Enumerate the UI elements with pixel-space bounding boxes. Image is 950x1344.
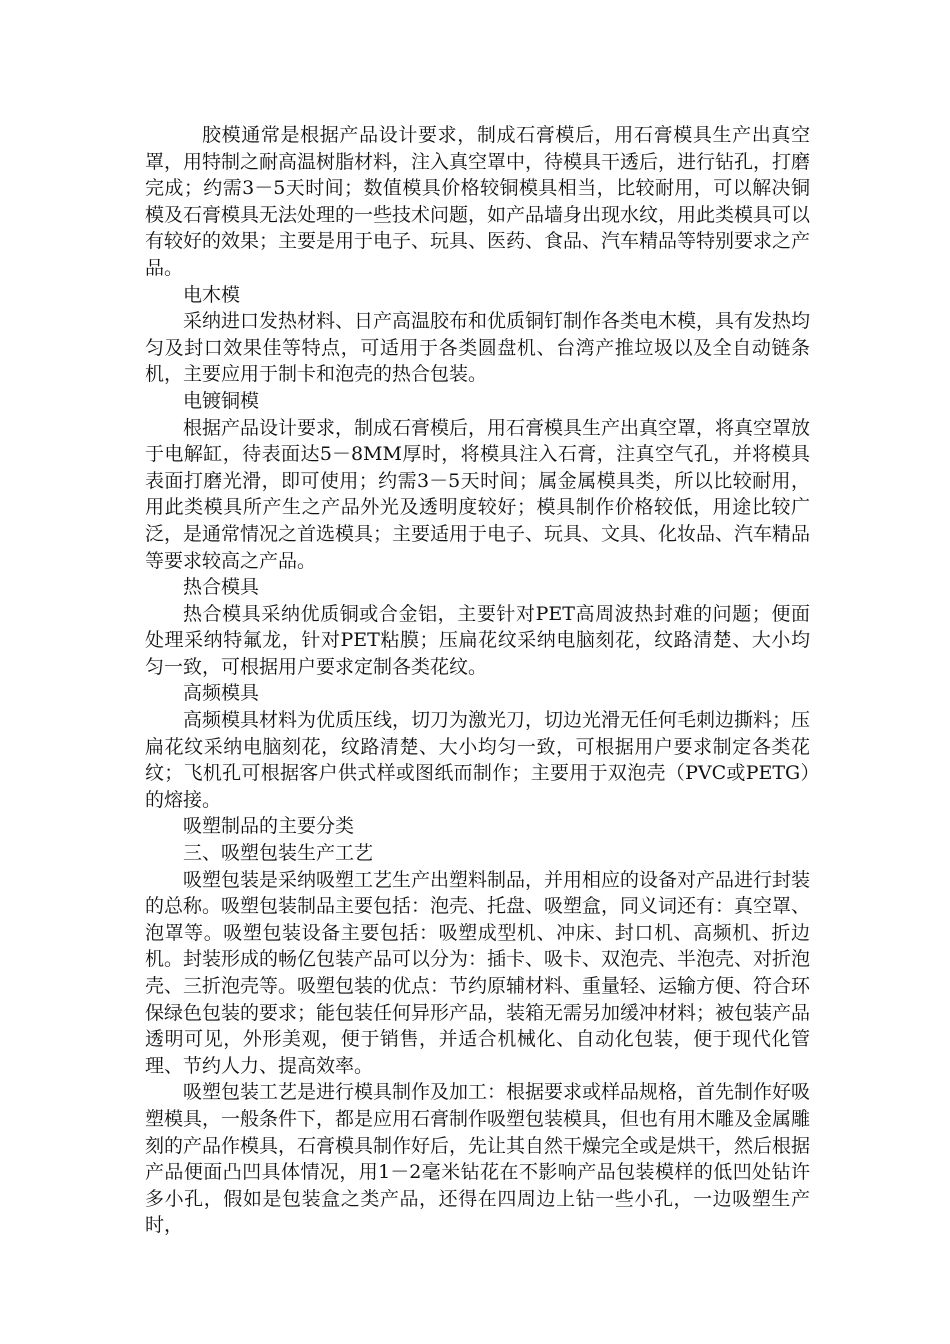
paragraph-intro: 胶模通常是根据产品设计要求，制成石膏模后，用石膏模具生产出真空罩，用特制之耐高温树脂材料，注入真空罩中，待模具干透后，进行钻孔，打磨完成；约需3－5天时间；数值模具价格较铜模具相当，比较耐用，可以解决铜模及石膏模具无法处理的一些技术问题，如产品墙身出现水纹，用此类模具可以有较好的效果；主要是用于电子、玩具、医药、食品、汽车精品等特别要求之产品。 xyxy=(145,124,811,279)
paragraph-heat-seal-mold: 热合模具采纳优质铜或合金铝，主要针对PET高周波热封难的问题；便面处理采纳特氟龙，针对PET粘膜；压扁花纹采纳电脑刻花，纹路清楚、大小均匀一致，可根据用户要求定制各类花纹。 xyxy=(145,602,810,678)
heading-heat-seal-mold: 热合模具 xyxy=(183,576,260,599)
heading-electroplated-copper-mold: 电镀铜模 xyxy=(183,389,260,412)
paragraph-blister-process: 吸塑包装工艺是进行模具制作及加工：根据要求或样品规格，首先制作好吸塑模具，一般条件下，都是应用石膏制作吸塑包装模具，但也有用木雕及金属雕刻的产品作模具，石膏模具制作好后，先让其自然干燥完全或是烘干，然后根据产品便面凸凹具体情况，用1－2毫米钻花在不影响产品包装模样的低凹处钻许多小孔，假如是包装盒之类产品，还得在四周边上钻一些小孔，一边吸塑生产时， xyxy=(145,1081,811,1237)
heading-bakelite-mold: 电木模 xyxy=(183,283,241,306)
paragraph-electroplated-copper-mold: 根据产品设计要求，制成石膏模后，用石膏模具生产出真空罩，将真空罩放于电解缸，待表面达5－8MM厚时，将模具注入石膏，注真空气孔，并将模具表面打磨光滑，即可使用；约需3－5天时间；属金属模具类，所以比较耐用，用此类模具所产生之产品外光及透明度较好；模具制作价格较低，用途比较广泛，是通常情况之首选模具；主要适用于电子、玩具、文具、化妆品、汽车精品等要求较高之产品。 xyxy=(145,416,811,572)
heading-section-three: 三、吸塑包装生产工艺 xyxy=(183,842,374,865)
paragraph-high-frequency-mold: 高频模具材料为优质压线，切刀为激光刀，切边光滑无任何毛刺边撕料；压扁花纹采纳电脑刻花，纹路清楚、大小均匀一致，可根据用户要求制定各类花纹；飞机孔可根据客户供式样或图纸而制作；主要用于双泡壳（PVC或PETG）的熔接。 xyxy=(145,709,811,811)
paragraph-blister-packaging: 吸塑包装是采纳吸塑工艺生产出塑料制品，并用相应的设备对产品进行封装的总称。吸塑包装制品主要包括：泡壳、托盘、吸塑盒，同义词还有：真空罩、泡罩等。吸塑包装设备主要包括：吸塑成型机、冲床、封口机、高频机、折边机。封装形成的畅亿包装产品可以分为：插卡、吸卡、双泡壳、半泡壳、对折泡壳、三折泡壳等。吸塑包装的优点：节约原辅材料、重量轻、运输方便、符合环保绿色包装的要求；能包装任何异形产品，装箱无需另加缓冲材料；被包装产品透明可见，外形美观，便于销售，并适合机械化、自动化包装，便于现代化管理、节约人力、提高效率。 xyxy=(145,868,811,1077)
document-body xyxy=(145,122,810,1239)
paragraph-bakelite-mold: 采纳进口发热材料、日产高温胶布和优质铜钉制作各类电木模，具有发热均匀及封口效果佳等特点，可适用于各类圆盘机、台湾产推垃圾以及全自动链条机，主要应用于制卡和泡壳的热合包装。 xyxy=(145,310,811,386)
heading-blister-product-categories: 吸塑制品的主要分类 xyxy=(183,815,355,838)
heading-high-frequency-mold: 高频模具 xyxy=(183,682,260,705)
